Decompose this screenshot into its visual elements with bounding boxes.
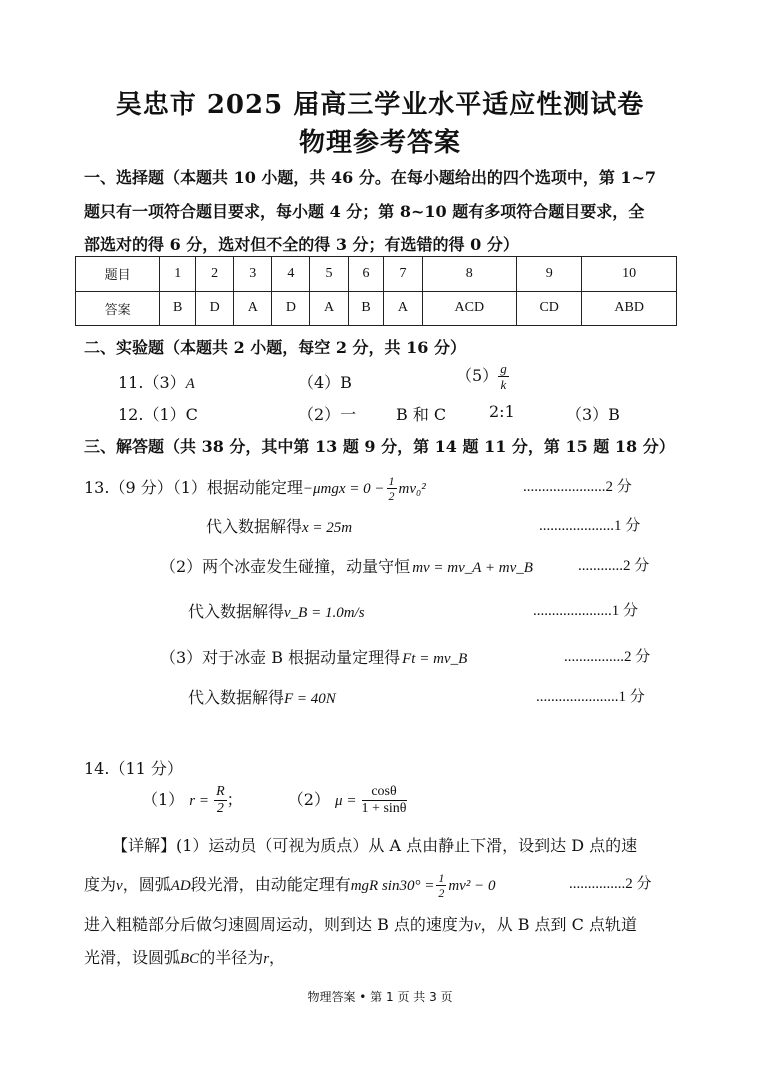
q13-line1 <box>84 475 426 502</box>
q14-detail-line1: 【详解】(1）运动员（可视为质点）从 A 点由静止下滑，设到达 D 点的速 <box>112 836 638 855</box>
q13-line5 <box>160 645 467 668</box>
q12-part3: （3）B <box>566 405 620 424</box>
q11-fraction-num: g <box>500 361 507 376</box>
question-number-cell: 3 <box>234 257 272 292</box>
q11-part4: （4）B <box>298 373 352 392</box>
q13-score2: ....................1 分 <box>539 518 641 534</box>
doc-subtitle: 物理参考答案 <box>298 128 461 158</box>
q13-line3-text: （2）两个冰壶发生碰撞，动量守恒 <box>160 557 411 576</box>
q13-score6: ......................1 分 <box>536 689 645 705</box>
q14-part2-num: cosθ <box>362 785 407 801</box>
q13-line6 <box>188 685 336 708</box>
detail4-e: ， <box>269 948 286 967</box>
q14-part1-left: r = <box>189 793 209 809</box>
q14-detail-line3 <box>84 912 637 935</box>
detail2-den: 2 <box>438 886 445 900</box>
section1-line2: 题只有一项符合题目要求，每小题 4 分；第 8~10 题有多项符合题目要求，全 <box>84 202 645 221</box>
detail3-b: ，从 B 点到 C 点轨道 <box>480 915 637 934</box>
q13-score4: .....................1 分 <box>533 603 639 619</box>
detail4-d: r <box>263 951 270 967</box>
q14-part2-left: μ = <box>335 793 357 809</box>
q13-eq1-fraction <box>387 475 397 502</box>
q14-part1-num: R <box>216 784 225 799</box>
q11-part3-value: A <box>185 376 195 392</box>
q14-detail-line2 <box>84 872 495 899</box>
q13-heading: 13.（9 分）（1）根据动能定理 <box>84 478 303 497</box>
section3-heading: 三、解答题（共 38 分，其中第 13 题 9 分，第 14 题 11 分，第 15 题 18 分） <box>84 437 675 456</box>
answer-cell: ACD <box>422 291 517 326</box>
q13-line3 <box>160 554 533 577</box>
table-row-answers <box>76 291 677 326</box>
q13-line4-text: 代入数据解得 <box>188 602 285 621</box>
q13-line2 <box>206 514 352 537</box>
q14-detail-line4 <box>84 945 285 968</box>
question-number-cell: 1 <box>160 257 196 292</box>
detail3-text: 进入粗糙部分后做匀速圆周运动，则到达 B 点的速度为 <box>84 915 474 934</box>
detail4-b: BC <box>180 951 200 967</box>
q13-line6-text: 代入数据解得 <box>188 688 285 707</box>
answer-cell: D <box>272 291 310 326</box>
table-header-answer: 答案 <box>76 291 160 326</box>
table-row-numbers <box>76 257 677 292</box>
answer-cell: A <box>384 291 422 326</box>
page-footer: 物理答案 • 第 1 页 共 3 页 <box>307 990 453 1004</box>
q14-part2-fraction <box>362 785 407 816</box>
q13-eq1-right: mv₀² <box>398 481 426 497</box>
question-number-cell: 10 <box>582 257 677 292</box>
q13-eq1-left: −μmgx = 0 − <box>302 481 385 497</box>
detail3-v: v <box>473 918 481 934</box>
q12-part1: 12.（1）C <box>118 405 198 424</box>
detail4-c: 的半径为 <box>199 948 264 967</box>
q13-line4 <box>188 599 365 622</box>
answer-cell: B <box>348 291 384 326</box>
question-number-cell: 6 <box>348 257 384 292</box>
detail2-fraction <box>436 872 446 899</box>
q13-eq1-num: 1 <box>388 474 395 488</box>
detail2-tail: mv² − 0 <box>448 878 496 894</box>
detail2-d: 段光滑，由动能定理有 <box>190 875 351 894</box>
q14-part2-label: （2） <box>287 790 330 809</box>
q14-part1-tail: ； <box>226 790 243 809</box>
q13-line2-math: x = 25m <box>302 520 353 536</box>
question-number-cell: 8 <box>422 257 517 292</box>
answer-cell: D <box>196 291 234 326</box>
question-number-cell: 5 <box>310 257 348 292</box>
question-number-cell: 9 <box>517 257 582 292</box>
q13-score3: ............2 分 <box>578 558 650 574</box>
q13-line4-math: v_B = 1.0m/s <box>284 605 365 621</box>
q11-part5-label: （5） <box>456 366 499 385</box>
q13-line6-math: F = 40N <box>284 691 336 707</box>
q13-line2-text: 代入数据解得 <box>206 517 303 536</box>
q14-part1-fraction <box>214 785 227 816</box>
q14-part1-den: 2 <box>216 801 224 816</box>
detail2-b: ，圆弧 <box>122 875 171 894</box>
answer-cell: A <box>234 291 272 326</box>
table-header-question: 题目 <box>76 257 160 292</box>
question-number-cell: 2 <box>196 257 234 292</box>
detail2-a: 度为 <box>84 875 117 894</box>
q13-line5-math: Ft = mv_B <box>402 651 468 667</box>
question-number-cell: 4 <box>272 257 310 292</box>
q12-part2: （2）一 <box>298 405 357 424</box>
q13-score1: ......................2 分 <box>523 479 632 495</box>
q14-part2-den: 1 + sinθ <box>361 801 407 816</box>
answer-cell: CD <box>517 291 582 326</box>
q14-part1-label: （1） <box>142 790 185 809</box>
detail2-score: ...............2 分 <box>569 876 652 892</box>
q12-part2-b: B 和 C <box>396 405 447 424</box>
detail2-v: v <box>116 878 123 894</box>
q11-fraction-den: k <box>500 377 507 392</box>
section2-heading: 二、实验题（本题共 2 小题，每空 2 分，共 16 分） <box>84 338 466 357</box>
q11-fraction <box>498 362 509 391</box>
q13-eq1-den: 2 <box>388 489 395 503</box>
q13-score5: ................2 分 <box>564 649 651 665</box>
detail2-num: 1 <box>438 871 445 885</box>
detail2-eq: mgR sin30° = <box>350 878 435 894</box>
section1-line1: 一、选择题（本题共 10 小题，共 46 分。在每小题给出的四个选项中，第 1~7 <box>84 168 657 187</box>
q13-line3-math: mv = mv_A + mv_B <box>412 560 533 576</box>
answer-table <box>75 256 677 326</box>
detail4-a: 光滑，设圆弧 <box>84 948 181 967</box>
answer-cell: B <box>160 291 196 326</box>
q11-part3 <box>118 370 195 393</box>
q14-heading: 14.（11 分） <box>84 759 183 778</box>
section1-line3: 部选对的得 6 分，选对但不全的得 3 分；有选错的得 0 分） <box>84 235 519 254</box>
q13-line5-text: （3）对于冰壶 B 根据动量定理得 <box>160 648 401 667</box>
question-number-cell: 7 <box>384 257 422 292</box>
q11-part5 <box>456 362 509 391</box>
doc-title: 吴忠市 2025 届高三学业水平适应性测试卷 <box>115 90 645 120</box>
answer-cell: ABD <box>582 291 677 326</box>
detail2-c: AD <box>170 878 191 894</box>
answer-cell: A <box>310 291 348 326</box>
q12-ratio: 2:1 <box>489 402 515 421</box>
q14-answers <box>142 785 407 816</box>
q11-part3-label: 11.（3） <box>118 373 186 392</box>
